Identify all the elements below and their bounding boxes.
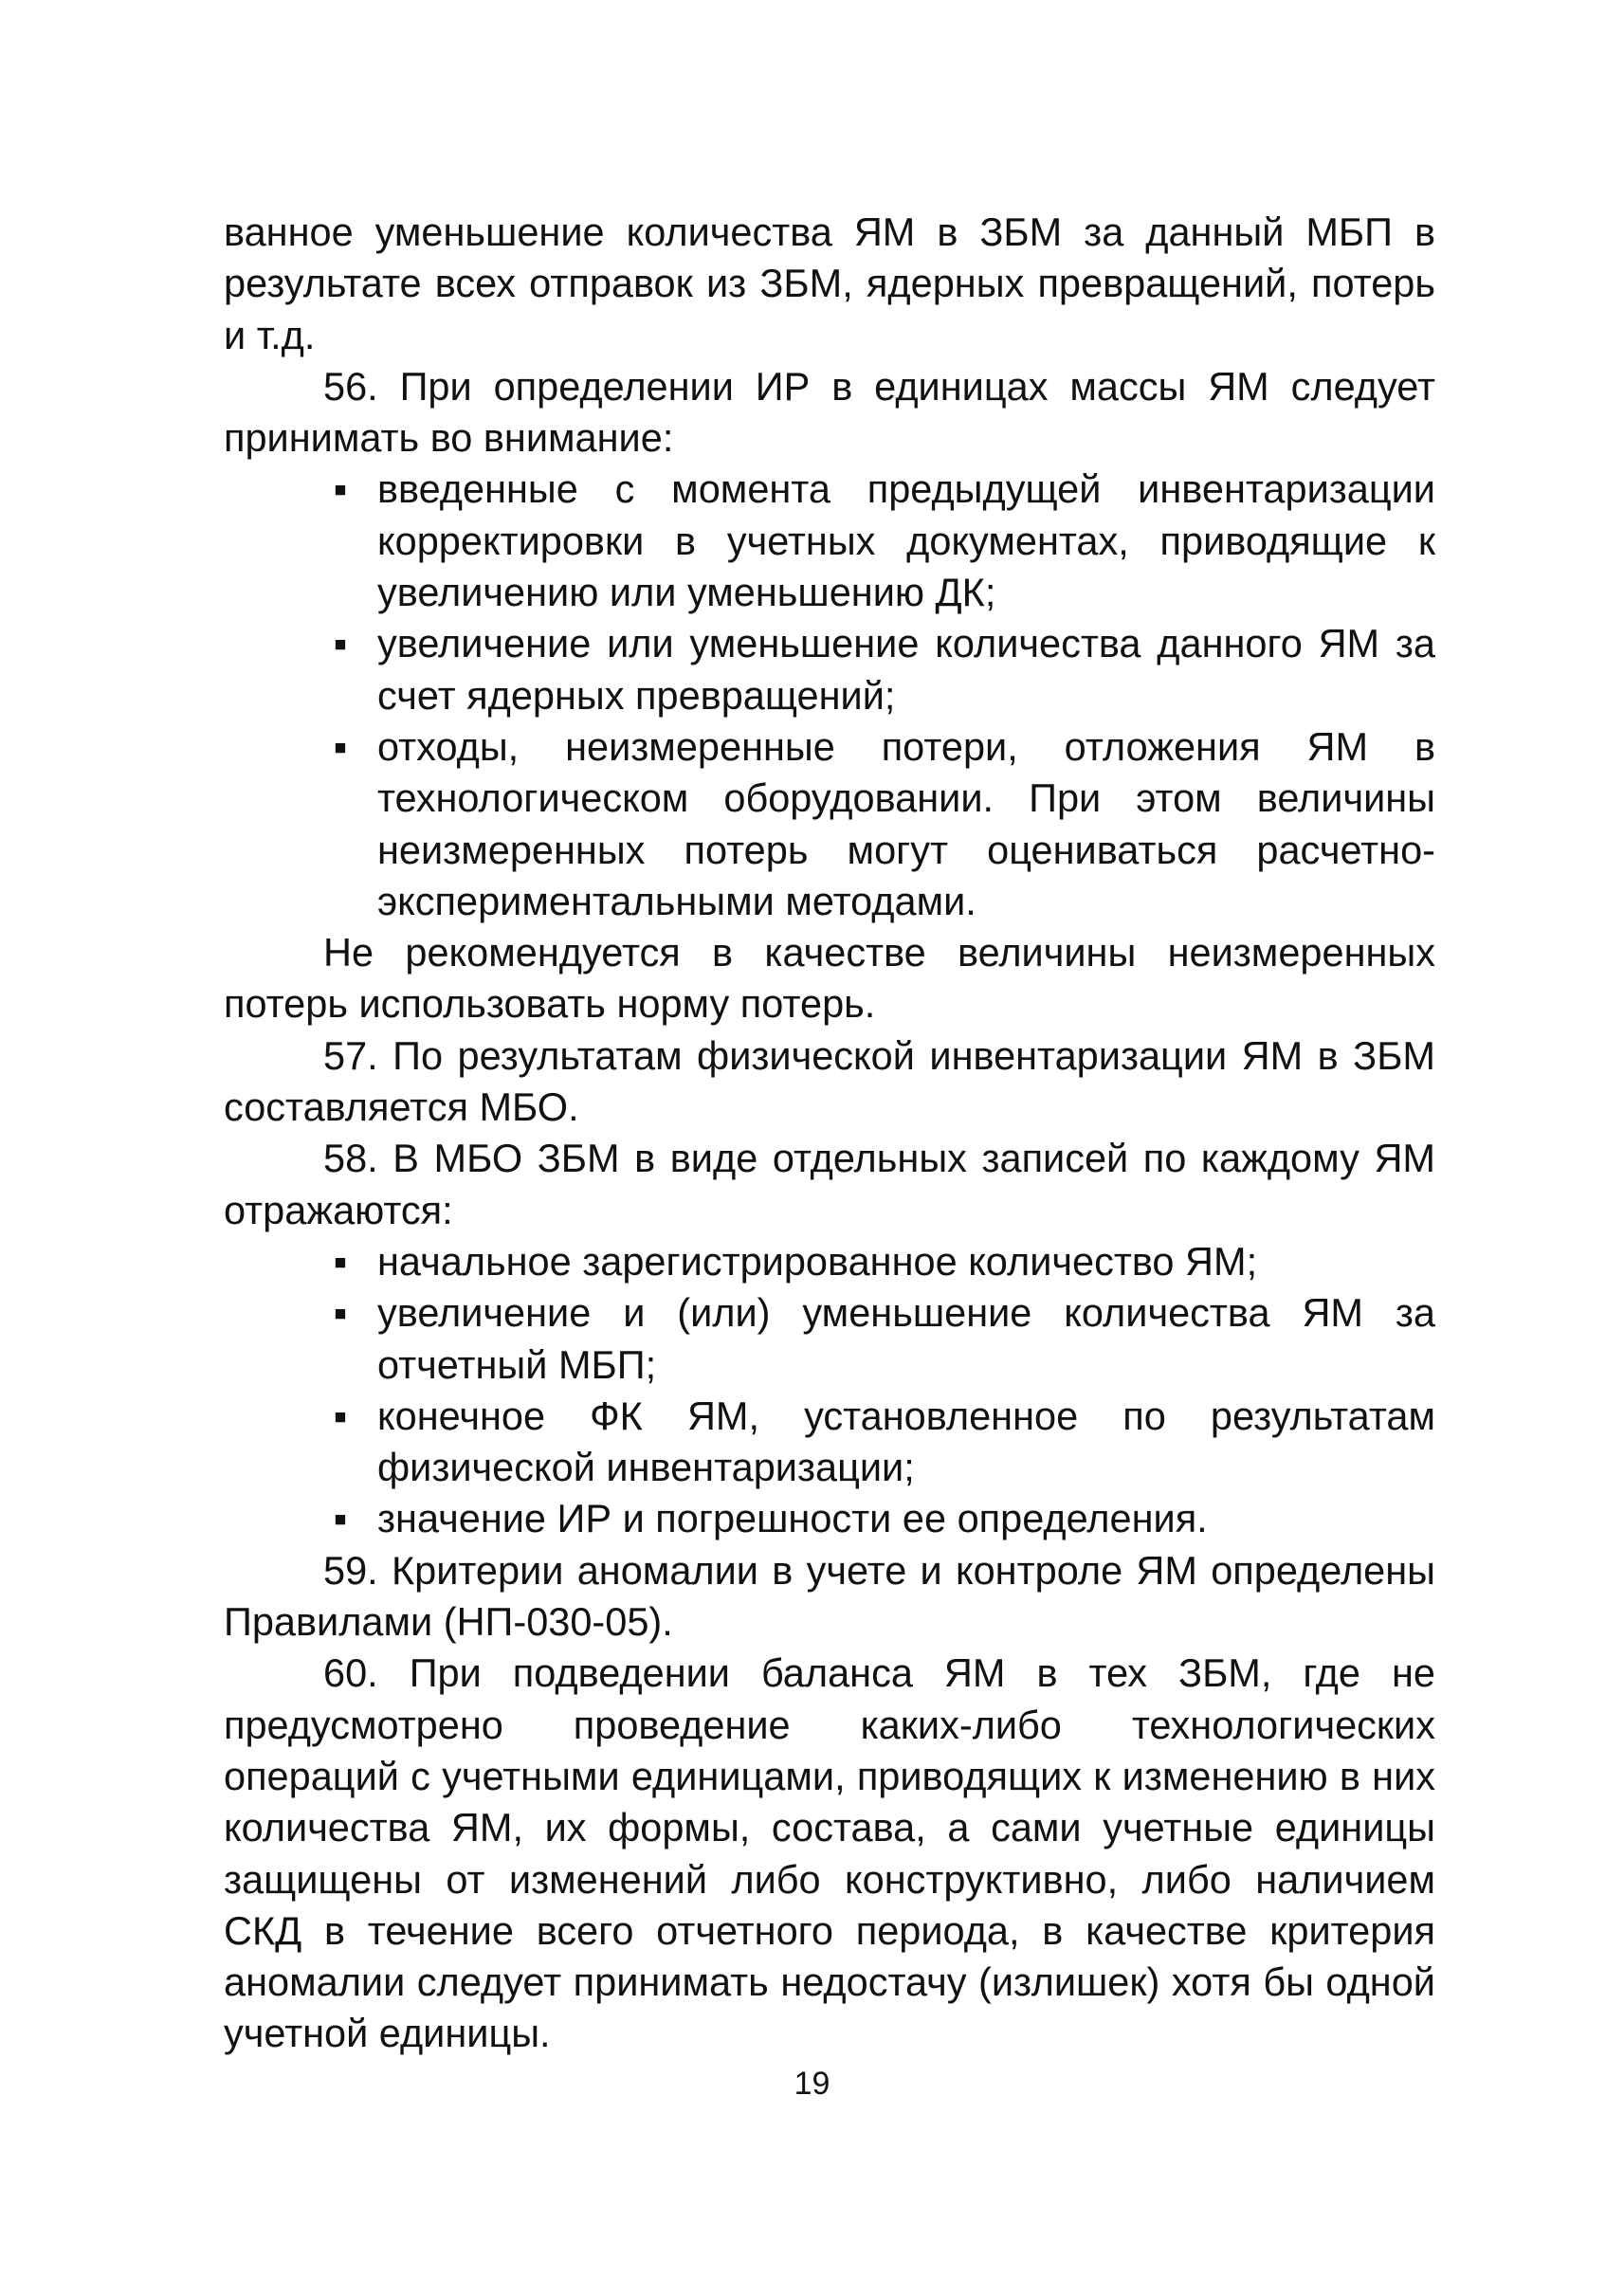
- list-item: [224, 1287, 1435, 1391]
- list-item-text: введенные с момента предыдущей инвентаризации корректировки в учетных документах, приводящие к увеличению или уменьшению ДК;: [377, 466, 1435, 615]
- list-item: [224, 1236, 1435, 1287]
- paragraph-recommendation: Не рекомендуется в качестве величины неизмеренных потерь использовать норму потерь.: [224, 930, 1435, 1027]
- paragraph-56: 56. При определении ИР в единицах массы ЯМ следует принимать во внимание:: [224, 363, 1435, 461]
- list-item: [224, 1391, 1435, 1494]
- document-body: [224, 207, 1435, 2060]
- list-58: [224, 1236, 1435, 1545]
- list-item-text: увеличение и (или) уменьшение количества ЯМ за отчетный МБП;: [377, 1290, 1435, 1387]
- list-item-text: начальное зарегистрированное количество ЯМ;: [377, 1238, 1258, 1284]
- list-item: [224, 618, 1435, 721]
- paragraph-continuation: ванное уменьшение количества ЯМ в ЗБМ за данный МБП в результате всех отправок из ЗБМ, ядерных превращений, потерь и т.д.: [224, 210, 1435, 357]
- list-item: [224, 464, 1435, 618]
- list-item: [224, 1493, 1435, 1544]
- list-item-text: отходы, неизмеренные потери, отложения ЯМ в технологическом оборудовании. При этом величины неизмеренных потерь могут оцениваться расчетноэкспериментальными методами.: [377, 723, 1435, 923]
- bullet-icon: ▪: [333, 1290, 348, 1336]
- paragraph-57: 57. По результатам физической инвентаризации ЯМ в ЗБМ составляется МБО.: [224, 1032, 1435, 1130]
- paragraph-59: 59. Критерии аномалии в учете и контроле ЯМ определены Правилами (НП-030-05).: [224, 1547, 1435, 1645]
- list-56: [224, 464, 1435, 927]
- list-item-text: значение ИР и погрешности ее определения.: [377, 1496, 1208, 1541]
- list-item-text: увеличение или уменьшение количества данного ЯМ за счет ядерных превращений;: [377, 621, 1435, 718]
- bullet-icon: ▪: [333, 466, 348, 512]
- bullet-icon: ▪: [333, 1496, 348, 1541]
- bullet-icon: ▪: [333, 1393, 348, 1438]
- bullet-icon: ▪: [333, 621, 348, 666]
- paragraph-60: 60. При подведении баланса ЯМ в тех ЗБМ, где не предусмотрено проведение каких-либо технологических операций с учетными единицами, приводящих к изменению в них количества ЯМ, их формы, состава, а сами учетные единицы защищены от изменений либо конструктивно, либо наличием СКД в течение всего отчетного периода, в качестве критерия аномалии следует принимать недостачу (излишек) хотя бы одной учетной единицы.: [224, 1650, 1435, 2056]
- list-item-text: конечное ФК ЯМ, установленное по результатам физической инвентаризации;: [377, 1393, 1435, 1490]
- paragraph-58: 58. В МБО ЗБМ в виде отдельных записей по каждому ЯМ отражаются:: [224, 1136, 1435, 1232]
- bullet-icon: ▪: [333, 1238, 348, 1284]
- bullet-icon: ▪: [333, 723, 348, 769]
- page-number: 19: [794, 2066, 830, 2102]
- list-item: [224, 721, 1435, 927]
